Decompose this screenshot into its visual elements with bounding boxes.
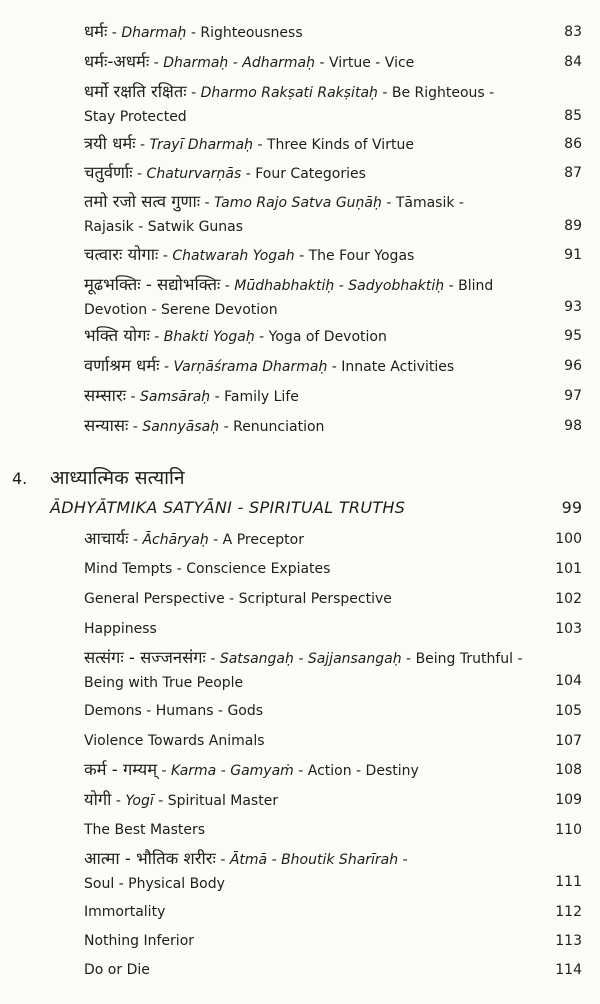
transliteration: Varṇāśrama Dharmaḥ: [173, 359, 328, 375]
devanagari-term: भक्ति योगः: [84, 326, 150, 345]
page-number: 107: [555, 733, 582, 749]
transliteration: Dharmo Rakṣati Rakṣitaḥ: [200, 85, 378, 101]
toc-entry: [84, 699, 584, 723]
page-number: 93: [564, 299, 582, 315]
toc-entry: भक्ति योगः - Bhakti Yogaḥ - Yoga of Devotion: [84, 326, 387, 345]
toc-entry: चतुर्वर्णाः - Chaturvarṇās - Four Categories: [84, 163, 366, 182]
devanagari-term: सत्संगः - सज्जनसंगः: [84, 648, 206, 667]
english-title: Violence Towards Animals: [84, 733, 265, 749]
devanagari-term: चत्वारः योगाः: [84, 245, 159, 264]
transliteration: Chaturvarṇās: [146, 166, 242, 182]
toc-entry: धर्मः-अधर्मः - Dharmaḥ - Adharmaḥ - Virtue - Vice: [84, 52, 415, 71]
page-number: 98: [564, 418, 582, 434]
english-title: Yoga of Devotion: [268, 329, 387, 345]
english-title: Action - Destiny: [307, 763, 419, 779]
page-number: 89: [564, 218, 582, 234]
toc-entry: मूढभक्तिः - सद्योभक्तिः - Mūdhabhaktiḥ - Sadyobhaktiḥ - Blind Devotion - Serene Devotion: [84, 273, 584, 322]
devanagari-term: आत्मा - भौतिक शरीरः: [84, 849, 216, 868]
page-number: 112: [555, 904, 582, 920]
section-title: ĀDHYĀTMIKA SATYĀNI - SPIRITUAL TRUTHS: [50, 498, 406, 517]
page-number: 114: [555, 962, 582, 978]
transliteration: Bhakti Yogaḥ: [163, 329, 255, 345]
transliteration: Ātmā - Bhoutik Sharīrah: [229, 852, 399, 868]
devanagari-term: वर्णाश्रम धर्मः: [84, 356, 160, 375]
transliteration: Satsangaḥ - Sajjansangaḥ: [219, 651, 402, 667]
page-number: 87: [564, 165, 582, 181]
page-number: 86: [564, 136, 582, 152]
transliteration: Mūdhabhaktiḥ - Sadyobhaktiḥ: [234, 278, 445, 294]
page-number: 108: [555, 762, 582, 778]
page-number: 105: [555, 703, 582, 719]
toc-entry: तमो रजो सत्व गुणाः - Tamo Rajo Satva Guṇāḥ - Tāmasik - Rajasik - Satwik Gunas: [84, 190, 584, 239]
english-title: Tāmasik -: [395, 195, 464, 211]
toc-entry: [84, 729, 584, 753]
english-title: Nothing Inferior: [84, 933, 195, 949]
english-title: The Four Yogas: [308, 248, 415, 264]
english-title: Righteousness: [200, 25, 303, 41]
page-number: 85: [564, 108, 582, 124]
devanagari-term: योगी: [84, 790, 112, 809]
english-title: Renunciation: [233, 419, 325, 435]
toc-entry: सत्संगः - सज्जनसंगः - Satsangaḥ - Sajjansangaḥ - Being Truthful - Being with True People: [84, 646, 584, 695]
devanagari-term: तमो रजो सत्व गुणाः: [84, 192, 201, 211]
english-title: Virtue - Vice: [328, 55, 415, 71]
section-number: 4.: [12, 469, 28, 488]
devanagari-term: त्रयी धर्मः: [84, 134, 136, 153]
transliteration: Samsāraḥ: [139, 389, 211, 405]
transliteration: Āchāryaḥ: [142, 532, 209, 548]
english-title: Blind: [458, 278, 494, 294]
toc-entry: सम्सारः - Samsāraḥ - Family Life: [84, 386, 299, 405]
transliteration: Karma - Gamyaṁ: [171, 763, 294, 779]
english-title: Being Truthful -: [415, 651, 523, 667]
section-devanagari-title: आध्यात्मिक सत्यानि: [50, 467, 185, 489]
english-title: Do or Die: [84, 962, 150, 978]
toc-entry: [84, 929, 584, 953]
page-number: 96: [564, 358, 582, 374]
toc-entry: चत्वारः योगाः - Chatwarah Yogah - The Four Yogas: [84, 245, 415, 264]
devanagari-term: चतुर्वर्णाः: [84, 163, 133, 182]
page-number: 95: [564, 328, 582, 344]
toc-entry: योगी - Yogī - Spiritual Master: [84, 790, 279, 809]
toc-entry: [84, 557, 584, 581]
page-number: 102: [555, 591, 582, 607]
english-title: Four Categories: [255, 166, 366, 182]
devanagari-term: धर्मः-अधर्मः: [84, 52, 150, 71]
toc-entry: कर्म - गम्यम् - Karma - Gamyaṁ - Action - Destiny: [84, 760, 419, 779]
toc-entry: सन्यासः - Sannyāsaḥ - Renunciation: [84, 416, 325, 435]
transliteration: Dharmaḥ: [121, 25, 187, 41]
english-title-cont: Soul - Physical Body: [84, 876, 225, 892]
english-title-cont: Stay Protected: [84, 109, 187, 125]
english-title: Demons - Humans - Gods: [84, 703, 264, 719]
transliteration: Yogī: [125, 793, 154, 809]
english-title: The Best Masters: [84, 822, 206, 838]
page-number: 110: [555, 822, 582, 838]
toc-entry: धर्मो रक्षति रक्षितः - Dharmo Rakṣati Rakṣitaḥ - Be Righteous - Stay Protected: [84, 80, 584, 129]
toc-entry: [84, 958, 584, 982]
english-title-cont: Devotion - Serene Devotion: [84, 302, 278, 318]
english-title-cont: Being with True People: [84, 675, 244, 691]
devanagari-term: मूढभक्तिः - सद्योभक्तिः: [84, 275, 221, 294]
transliteration: Trayī Dharmaḥ: [149, 137, 254, 153]
page-number: 97: [564, 388, 582, 404]
english-title: Immortality: [84, 904, 166, 920]
page-number: 103: [555, 621, 582, 637]
toc-entry: [84, 587, 584, 611]
transliteration: Sannyāsaḥ: [142, 419, 220, 435]
page-number: 83: [564, 24, 582, 40]
transliteration: Dharmaḥ - Adharmaḥ: [163, 55, 316, 71]
toc-entry: वर्णाश्रम धर्मः - Varṇāśrama Dharmaḥ - Innate Activities: [84, 356, 455, 375]
transliteration: Chatwarah Yogah: [172, 248, 295, 264]
transliteration: Tamo Rajo Satva Guṇāḥ: [214, 195, 382, 211]
english-title: Be Righteous -: [391, 85, 495, 101]
toc-entry: [84, 818, 584, 842]
english-title: Spiritual Master: [167, 793, 279, 809]
page-number: 104: [555, 673, 582, 689]
devanagari-term: धर्मो रक्षति रक्षितः: [84, 82, 187, 101]
section-page-number: 99: [561, 498, 582, 517]
toc-entry: आचार्यः - Āchāryaḥ - A Preceptor: [84, 529, 304, 548]
toc-entry: [84, 900, 584, 924]
english-title: Happiness: [84, 621, 157, 637]
english-title: A Preceptor: [222, 532, 304, 548]
page-number: 113: [555, 933, 582, 949]
devanagari-term: धर्मः: [84, 22, 108, 41]
english-title: Family Life: [224, 389, 299, 405]
devanagari-term: सम्सारः: [84, 386, 127, 405]
toc-entry: आत्मा - भौतिक शरीरः - Ātmā - Bhoutik Sharīrah - Soul - Physical Body: [84, 847, 584, 896]
toc-entry: धर्मः - Dharmaḥ - Righteousness: [84, 22, 303, 41]
english-title-cont: Rajasik - Satwik Gunas: [84, 219, 244, 235]
english-title: Mind Tempts - Conscience Expiates: [84, 561, 331, 577]
english-title: General Perspective - Scriptural Perspective: [84, 591, 392, 607]
devanagari-term: सन्यासः: [84, 416, 129, 435]
english-title: Innate Activities: [341, 359, 455, 375]
toc-entry: त्रयी धर्मः - Trayī Dharmaḥ - Three Kinds of Virtue: [84, 134, 414, 153]
toc-entry: [84, 617, 584, 641]
english-title: Three Kinds of Virtue: [266, 137, 414, 153]
page-number: 100: [555, 531, 582, 547]
devanagari-term: कर्म - गम्यम्: [84, 760, 158, 779]
page-number: 101: [555, 561, 582, 577]
page-number: 84: [564, 54, 582, 70]
devanagari-term: आचार्यः: [84, 529, 129, 548]
page-number: 109: [555, 792, 582, 808]
page-number: 111: [555, 874, 582, 890]
page-number: 91: [564, 247, 582, 263]
